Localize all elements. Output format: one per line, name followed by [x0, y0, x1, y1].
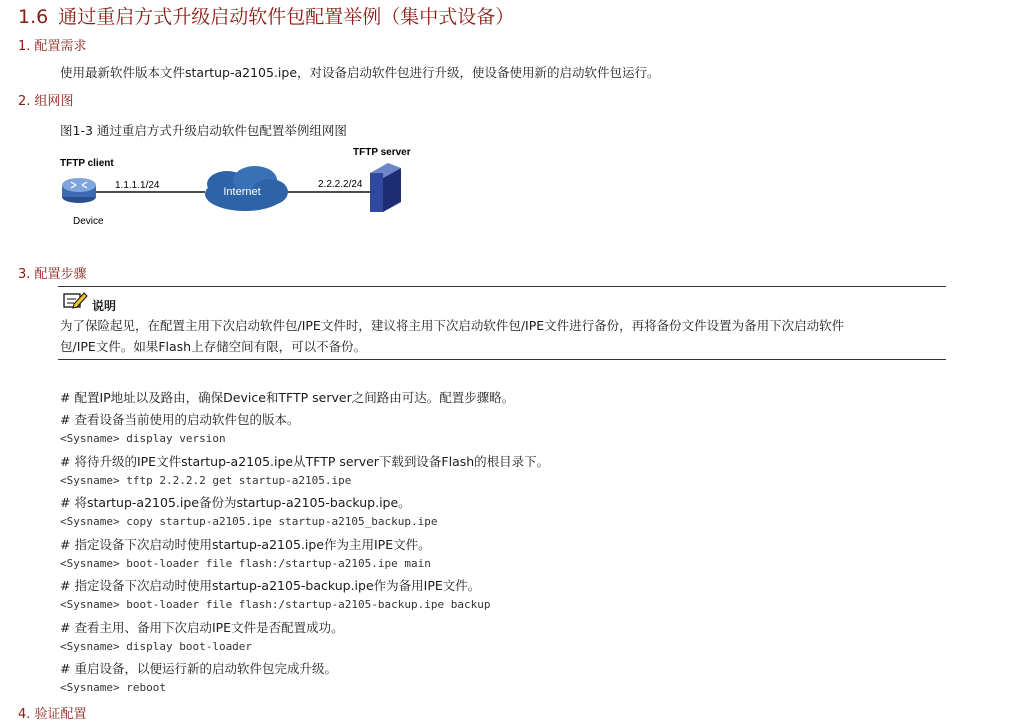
step-comment: # 指定设备下次启动时使用startup-a2105.ipe作为主用IPE文件。 — [60, 537, 431, 552]
note-pencil-icon — [62, 290, 88, 310]
section-heading-requirements: 1. 配置需求 — [18, 39, 87, 54]
section-heading-network: 2. 组网图 — [18, 94, 74, 109]
device-label: Device — [73, 216, 104, 227]
section-heading-verify: 4. 验证配置 — [18, 707, 87, 722]
tftp-server-label: TFTP server — [353, 147, 411, 158]
client-ip-label: 1.1.1.1/24 — [115, 180, 160, 191]
step-command: <Sysname> display version — [60, 432, 226, 445]
step-comment: # 指定设备下次启动时使用startup-a2105-backup.ipe作为备用IPE文件。 — [60, 578, 481, 593]
router-icon — [62, 178, 96, 203]
internet-label: Internet — [223, 186, 261, 198]
step-command: <Sysname> copy startup-a2105.ipe startup-a2105_backup.ipe — [60, 515, 438, 528]
step-comment: # 将待升级的IPE文件startup-a2105.ipe从TFTP server下载到设备Flash的根目录下。 — [60, 454, 550, 469]
server-ip-label: 2.2.2.2/24 — [318, 179, 363, 190]
step-command: <Sysname> boot-loader file flash:/startup-a2105-backup.ipe backup — [60, 598, 491, 611]
note-bottom-rule — [58, 359, 946, 360]
network-diagram — [55, 140, 425, 235]
page-title — [18, 2, 514, 29]
server-icon — [370, 163, 401, 212]
step-command: <Sysname> boot-loader file flash:/startup-a2105.ipe main — [60, 557, 431, 570]
step-comment: # 将startup-a2105.ipe备份为startup-a2105-backup.ipe。 — [60, 495, 411, 510]
section-title: 通过重启方式升级启动软件包配置举例（集中式设备） — [58, 6, 515, 28]
note-line-2: 包/IPE文件。如果Flash上存储空间有限，可以不备份。 — [60, 339, 367, 354]
figure-caption: 图1-3 通过重启方式升级启动软件包配置举例组网图 — [60, 123, 347, 138]
section-number: 1.6 — [18, 6, 49, 28]
note-line-1: 为了保险起见，在配置主用下次启动软件包/IPE文件时，建议将主用下次启动软件包/IPE文件进行备份，再将备份文件设置为备用下次启动软件 — [60, 318, 845, 333]
note-top-rule — [58, 286, 946, 287]
step-comment: # 查看设备当前使用的启动软件包的版本。 — [60, 412, 300, 427]
step-command: <Sysname> display boot-loader — [60, 640, 253, 653]
section-heading-steps: 3. 配置步骤 — [18, 267, 87, 282]
tftp-client-label: TFTP client — [60, 158, 114, 169]
step-command: <Sysname> reboot — [60, 681, 166, 694]
requirements-text: 使用最新软件版本文件startup-a2105.ipe，对设备启动软件包进行升级，使设备使用新的启动软件包运行。 — [60, 65, 660, 80]
note-label: 说明 — [92, 299, 117, 313]
note-text — [60, 315, 940, 357]
step-comment: # 重启设备，以便运行新的启动软件包完成升级。 — [60, 661, 337, 676]
step-comment: # 配置IP地址以及路由，确保Device和TFTP server之间路由可达。配置步骤略。 — [60, 390, 515, 405]
step-command: <Sysname> tftp 2.2.2.2 get startup-a2105.ipe — [60, 474, 352, 487]
step-comment: # 查看主用、备用下次启动IPE文件是否配置成功。 — [60, 620, 344, 635]
